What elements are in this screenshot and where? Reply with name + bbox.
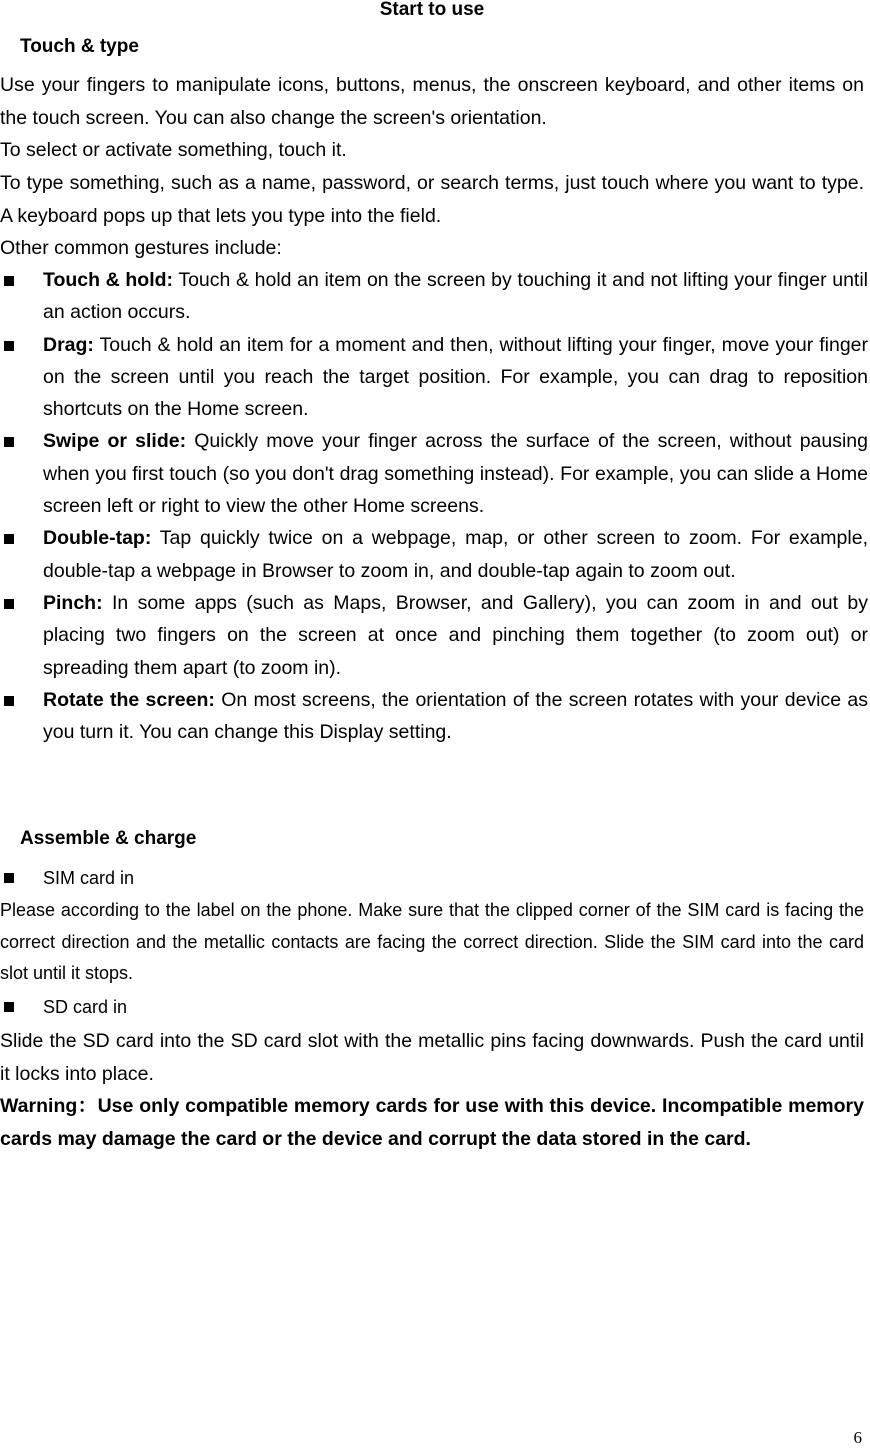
page-title: Start to use	[379, 0, 485, 20]
gesture-description: Touch & hold an item for a moment and then, without lifting your finger, move your finger on the screen until you reach the target position. For example, you can drag to reposition shortcuts on the Home screen.	[43, 333, 868, 421]
sim-card-label: SIM card in	[43, 868, 135, 888]
gesture-term: Touch & hold:	[43, 269, 174, 291]
paragraph-intro: Use your fingers to manipulate icons, buttons, menus, the onscreen keyboard, and other items on the touch screen. You can also change the screen's orientation.	[0, 74, 864, 129]
bullet-square-icon	[4, 437, 14, 447]
list-item	[0, 425, 868, 522]
sim-card-heading	[0, 866, 134, 890]
bullet-square-icon	[4, 1002, 14, 1012]
bullet-square-icon	[4, 276, 14, 286]
list-item	[0, 684, 868, 749]
paragraph-select: To select or activate something, touch it.	[0, 139, 347, 161]
gesture-description: In some apps (such as Maps, Browser, and Gallery), you can zoom in and out by placing two fingers on the screen at once and pinching them together (to zoom out) or spreading them apart (to zoom in).	[43, 591, 868, 679]
section-heading-touch-type: Touch & type	[20, 36, 139, 57]
gesture-description: Tap quickly twice on a webpage, map, or other screen to zoom. For example, double-tap a webpage in Browser to zoom in, and double-tap again to zoom out.	[43, 527, 868, 582]
bullet-square-icon	[4, 696, 14, 706]
list-item	[0, 329, 868, 426]
section-heading-assemble-charge: Assemble & charge	[20, 828, 197, 849]
paragraph-gestures-intro: Other common gestures include:	[0, 237, 282, 259]
sim-card-instructions: Please according to the label on the phone. Make sure that the clipped corner of the SIM card is facing the correct direction and the metallic contacts are facing the correct direction. Slide the SIM card into the card slot until it stops.	[0, 900, 864, 983]
gesture-term: Rotate the screen:	[43, 688, 215, 711]
sd-card-heading	[0, 995, 127, 1019]
list-item	[0, 264, 868, 329]
gesture-term: Swipe or slide:	[43, 430, 187, 453]
gesture-description: Touch & hold an item on the screen by touching it and not lifting your finger until an action occurs.	[43, 269, 868, 324]
gesture-description: Quickly move your finger across the surface of the screen, without pausing when you first touch (so you don't drag something instead). For example, you can slide a Home screen left or right to view the other Home screens.	[43, 430, 869, 518]
paragraph-type: To type something, such as a name, password, or search terms, just touch where you want to type. A keyboard pops up that lets you type into the field.	[0, 172, 864, 227]
list-item	[0, 587, 868, 684]
list-item	[0, 522, 868, 587]
gesture-term: Drag:	[43, 333, 94, 356]
sd-card-label: SD card in	[43, 997, 128, 1017]
sd-card-instructions: Slide the SD card into the SD card slot with the metallic pins facing downwards. Push the card until it locks into place.	[0, 1030, 864, 1085]
bullet-square-icon	[4, 534, 14, 544]
bullet-square-icon	[4, 341, 14, 351]
warning-text: Warning：Use only compatible memory cards for use with this device. Incompatible memory cards may damage the card or the device and corrupt the data stored in the card.	[0, 1095, 864, 1150]
gesture-term: Pinch:	[43, 591, 103, 614]
gesture-term: Double-tap:	[43, 527, 152, 550]
bullet-square-icon	[4, 873, 14, 883]
bullet-square-icon	[4, 599, 14, 609]
page-number: 6	[853, 1428, 862, 1447]
gesture-description: On most screens, the orientation of the screen rotates with your device as you turn it. You can change this Display setting.	[43, 688, 868, 744]
gesture-list	[0, 264, 868, 748]
